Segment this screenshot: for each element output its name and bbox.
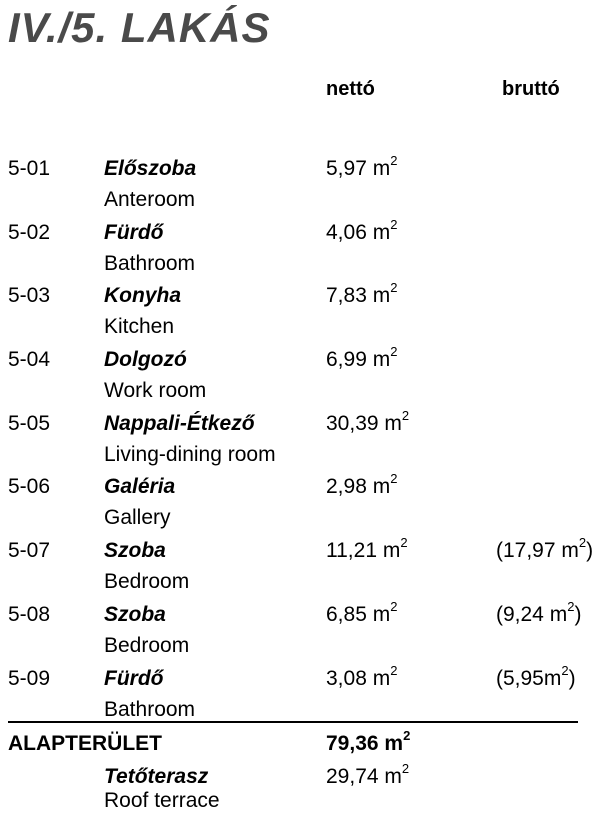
room-name-hu: Fürdő bbox=[104, 220, 164, 244]
total-net-value: 79,36 bbox=[326, 732, 385, 755]
room-code: 5-04 bbox=[8, 348, 51, 372]
room-net-value: 5,97 bbox=[326, 157, 373, 180]
total-divider bbox=[8, 721, 578, 723]
unit: m bbox=[382, 539, 401, 563]
unit: m bbox=[549, 602, 568, 626]
room-name-en: Living-dining room bbox=[104, 442, 276, 466]
room-net-value: 6,99 bbox=[326, 348, 373, 372]
room-row bbox=[0, 345, 600, 409]
room-name-hu: Konyha bbox=[104, 284, 182, 308]
unit: m bbox=[543, 666, 562, 690]
room-net-area bbox=[326, 218, 397, 248]
room-name-hu: Nappali-Étkező bbox=[104, 411, 255, 435]
room-net-area bbox=[326, 345, 397, 375]
column-header-gross: bruttó bbox=[502, 78, 560, 100]
unit: m bbox=[372, 475, 391, 499]
room-net-value: 30,39 bbox=[326, 411, 385, 435]
room-net-area bbox=[326, 154, 397, 184]
unit-exponent: 2 bbox=[390, 344, 398, 360]
room-code: 5-05 bbox=[8, 411, 51, 435]
room-row bbox=[0, 281, 600, 345]
room-code: 5-02 bbox=[8, 220, 51, 244]
unit: m bbox=[372, 220, 391, 244]
unit: m bbox=[372, 157, 391, 180]
room-name-en: Bathroom bbox=[104, 251, 196, 275]
unit-exponent: 2 bbox=[401, 761, 410, 776]
room-code: 5-06 bbox=[8, 475, 51, 499]
unit: m bbox=[384, 732, 404, 755]
room-name-en: Work room bbox=[104, 379, 207, 403]
room-row bbox=[0, 154, 600, 218]
room-code: 5-09 bbox=[8, 666, 51, 690]
room-row bbox=[0, 472, 600, 536]
total-label: ALAPTERÜLET bbox=[8, 732, 162, 755]
room-name-hu: Előszoba bbox=[104, 157, 197, 180]
room-row bbox=[0, 409, 600, 473]
room-gross-area bbox=[496, 664, 576, 694]
room-name-hu: Szoba bbox=[104, 602, 166, 626]
terrace-net-area bbox=[326, 761, 410, 790]
unit-exponent: 2 bbox=[390, 216, 398, 232]
unit-exponent: 2 bbox=[561, 662, 569, 678]
room-code: 5-01 bbox=[8, 157, 51, 180]
unit: m bbox=[372, 602, 391, 626]
unit: m bbox=[384, 411, 402, 435]
room-gross-value: (9,24 bbox=[496, 602, 550, 626]
room-code: 5-08 bbox=[8, 602, 51, 626]
unit-exponent: 2 bbox=[578, 535, 587, 551]
room-gross-area bbox=[496, 600, 581, 630]
room-name-hu: Fürdő bbox=[104, 666, 164, 690]
unit-exponent: 2 bbox=[390, 471, 398, 487]
room-name-en: Anteroom bbox=[104, 188, 196, 211]
unit-exponent: 2 bbox=[390, 598, 398, 614]
room-name-en: Kitchen bbox=[104, 315, 175, 339]
unit-exponent: 2 bbox=[403, 728, 411, 743]
room-name-en: Gallery bbox=[104, 506, 171, 530]
room-net-value: 6,85 bbox=[326, 602, 373, 626]
closing-paren: ) bbox=[568, 666, 576, 690]
total-net-area bbox=[326, 730, 410, 758]
room-net-value: 2,98 bbox=[326, 475, 373, 499]
room-net-area bbox=[326, 600, 397, 630]
room-row bbox=[0, 536, 600, 600]
column-header-net: nettó bbox=[326, 78, 375, 100]
room-gross-area bbox=[496, 536, 593, 566]
unit: m bbox=[384, 765, 402, 788]
room-name-en: Bedroom bbox=[104, 633, 190, 657]
room-list bbox=[0, 154, 600, 727]
room-name-en: Bathroom bbox=[104, 697, 196, 721]
room-gross-value: (17,97 bbox=[496, 539, 562, 563]
room-net-value: 3,08 bbox=[326, 666, 373, 690]
room-code: 5-03 bbox=[8, 284, 51, 308]
room-net-area bbox=[326, 664, 397, 694]
room-net-value: 7,83 bbox=[326, 284, 373, 308]
unit: m bbox=[372, 348, 391, 372]
page-title: IV./5. LAKÁS bbox=[8, 4, 271, 51]
room-net-area bbox=[326, 409, 409, 439]
unit-exponent: 2 bbox=[390, 280, 398, 296]
closing-paren: ) bbox=[574, 602, 582, 626]
room-name-hu: Szoba bbox=[104, 539, 166, 563]
room-row bbox=[0, 218, 600, 282]
unit-exponent: 2 bbox=[567, 598, 575, 614]
unit-exponent: 2 bbox=[390, 662, 398, 678]
room-net-area bbox=[326, 536, 408, 566]
unit: m bbox=[561, 539, 579, 563]
terrace-net-value: 29,74 bbox=[326, 765, 385, 788]
room-row bbox=[0, 664, 600, 728]
room-name-en: Bedroom bbox=[104, 570, 190, 594]
room-gross-value: (5,95 bbox=[496, 666, 544, 690]
unit-exponent: 2 bbox=[401, 407, 410, 423]
room-net-area bbox=[326, 281, 397, 311]
unit: m bbox=[372, 666, 391, 690]
room-row bbox=[0, 600, 600, 664]
unit-exponent: 2 bbox=[390, 153, 398, 168]
room-name-hu: Dolgozó bbox=[104, 348, 187, 372]
room-net-area bbox=[326, 472, 397, 502]
terrace-name-en: Roof terrace bbox=[104, 789, 220, 812]
closing-paren: ) bbox=[586, 539, 594, 563]
room-net-value: 11,21 bbox=[326, 539, 383, 563]
unit-exponent: 2 bbox=[400, 535, 408, 551]
terrace-name-hu: Tetőterasz bbox=[104, 765, 209, 788]
room-name-hu: Galéria bbox=[104, 475, 176, 499]
room-net-value: 4,06 bbox=[326, 220, 373, 244]
unit: m bbox=[372, 284, 391, 308]
room-code: 5-07 bbox=[8, 539, 51, 563]
